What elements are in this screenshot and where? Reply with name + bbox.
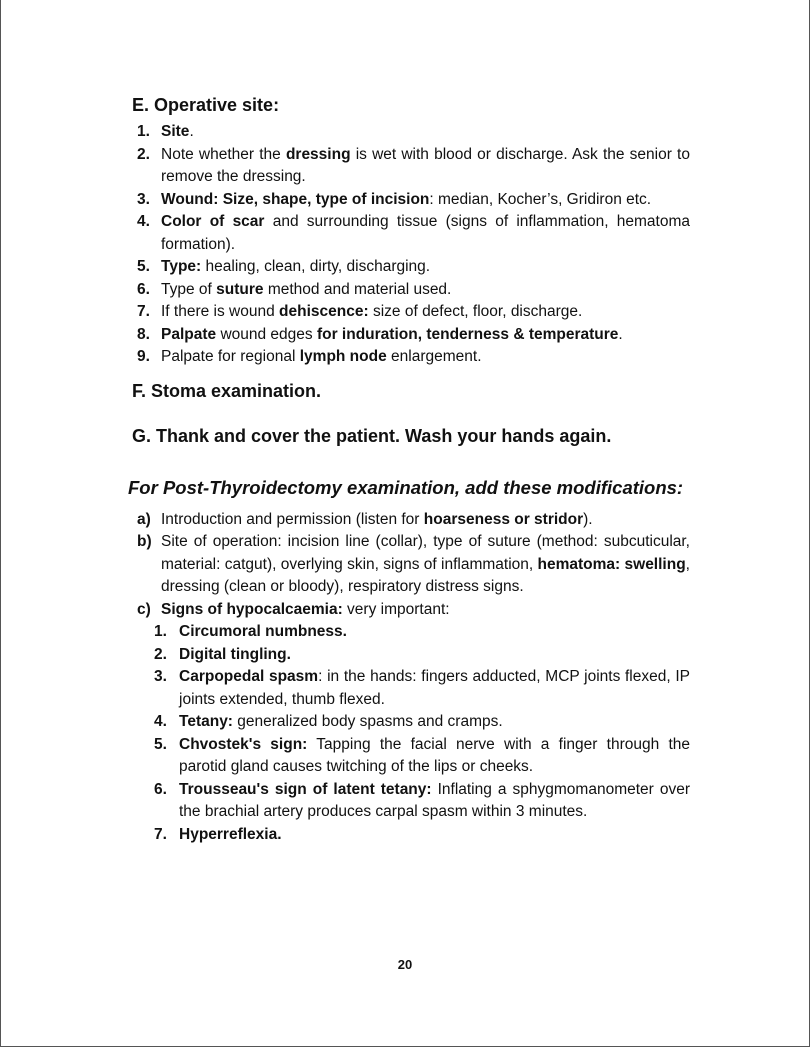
list-marker: 9. [137, 348, 150, 365]
list-item [132, 734, 690, 779]
text-run: is wet with blood or discharge. Ask the senior to remove the dressing. [161, 145, 690, 185]
bold-text: suture [216, 280, 264, 298]
text-run: : in the hands: fingers adducted, MCP joints flexed, IP joints extended, thumb flexed. [179, 668, 691, 708]
bold-text: Trousseau's sign of latent tetany: [179, 780, 432, 798]
list-marker: 7. [154, 825, 167, 843]
list-marker: c) [137, 600, 151, 618]
text-run: Tapping the facial nerve with a finger through the parotid gland causes twitching of the lips or cheeks. [179, 735, 690, 775]
text-run: and surrounding tissue (signs of inflammation, hematoma formation). [161, 213, 690, 253]
list-item [132, 644, 690, 667]
bold-text: Circumoral numbness. [179, 623, 347, 640]
bold-text: Hyperreflexia. [179, 825, 282, 843]
text-run: . [189, 123, 194, 140]
page-number: 20 [397, 957, 413, 972]
bold-text: Color of scar [161, 213, 265, 230]
list-item [132, 211, 690, 256]
text-run: healing, clean, dirty, discharging. [201, 258, 431, 275]
bold-text: Site [161, 123, 190, 140]
list-item-a [132, 509, 690, 532]
bold-text: Carpopedal spasm [179, 668, 319, 685]
list-marker: 4. [154, 713, 167, 730]
text-run: If there is wound [161, 303, 280, 320]
list-marker: 4. [137, 213, 150, 230]
page-content [128, 93, 691, 846]
text-run: , dressing (clean or bloody), respiratory distress signs. [161, 555, 690, 595]
text-run: ). [583, 510, 593, 528]
text-run: Type of [161, 280, 217, 298]
bold-text: hoarseness or stridor [423, 510, 584, 528]
bold-text: Wound: Size, shape, type of incision [161, 190, 430, 208]
hypocalcaemia-heading [137, 599, 690, 622]
bold-text: Tetany: [179, 713, 233, 730]
list-item [132, 666, 690, 711]
bold-text: lymph node [299, 348, 387, 365]
text-run: enlargement. [386, 348, 482, 365]
list-marker: 6. [154, 780, 167, 798]
list-marker: 5. [154, 735, 167, 753]
text-run: Inflating a sphygmomanometer over the brachial artery produces carpal spasm within 3 minutes. [179, 780, 690, 820]
list-marker: 8. [137, 325, 150, 343]
list-marker: 7. [137, 303, 150, 320]
text-run: Introduction and permission (listen for [161, 510, 424, 528]
list-item [132, 279, 690, 302]
section-f-heading: F. Stoma examination. [132, 380, 322, 401]
list-marker: 2. [137, 145, 150, 163]
list-item [132, 144, 690, 189]
section-g-heading: G. Thank and cover the patient. Wash your hands again. [132, 425, 612, 446]
list-marker: b) [137, 533, 152, 550]
bold-text: Signs of hypocalcaemia: [161, 600, 343, 618]
list-item-c [132, 599, 690, 622]
list-marker: 6. [137, 280, 150, 298]
bold-text: Type: [161, 258, 202, 275]
list-marker: 1. [154, 623, 167, 640]
list-item [132, 346, 690, 369]
list-item [132, 621, 690, 644]
list-item [132, 301, 690, 324]
bold-text: Palpate [161, 325, 217, 343]
list-item-b [132, 531, 690, 599]
text-run: wound edges [216, 325, 317, 343]
bold-text: Chvostek's sign: [179, 735, 308, 753]
text-run: very important: [342, 600, 450, 618]
list-item [132, 324, 690, 347]
text-run: . [618, 325, 623, 343]
list-item [132, 121, 690, 144]
text-run: : median, Kocher’s, Gridiron etc. [429, 190, 652, 208]
post-thyroidectomy-heading: For Post-Thyroidectomy examination, add these modifications: [128, 476, 684, 498]
list-item [132, 189, 690, 212]
bold-text: Digital tingling. [179, 645, 291, 663]
operative-site-list [132, 121, 690, 369]
list-marker: a) [137, 510, 151, 528]
list-marker: 2. [154, 645, 167, 663]
bold-text: for induration, tenderness & temperature [316, 325, 619, 343]
list-item [132, 256, 690, 279]
list-item [132, 824, 690, 847]
list-marker: 3. [137, 190, 150, 208]
text-run: Palpate for regional [161, 348, 300, 365]
text-run: generalized body spasms and cramps. [232, 713, 503, 730]
bold-text: hematoma: swelling [537, 555, 686, 573]
list-item [132, 779, 690, 824]
text-run: method and material used. [263, 280, 452, 298]
text-run: Site of operation: incision line (collar), type of suture (method: subcuticular, material: catgut), overlying skin, signs of inflammation, [161, 533, 690, 573]
list-item [132, 711, 690, 734]
list-marker: 3. [154, 668, 167, 685]
post-thyroidectomy-list [132, 509, 690, 622]
list-marker: 1. [137, 123, 150, 140]
text-run: size of defect, floor, discharge. [368, 303, 583, 320]
bold-text: dehiscence: [279, 303, 369, 320]
hypocalcaemia-signs-list [132, 621, 690, 846]
list-marker: 5. [137, 258, 150, 275]
section-e-heading: E. Operative site: [132, 95, 280, 115]
text-run: Note whether the [161, 145, 286, 163]
bold-text: dressing [285, 145, 351, 163]
